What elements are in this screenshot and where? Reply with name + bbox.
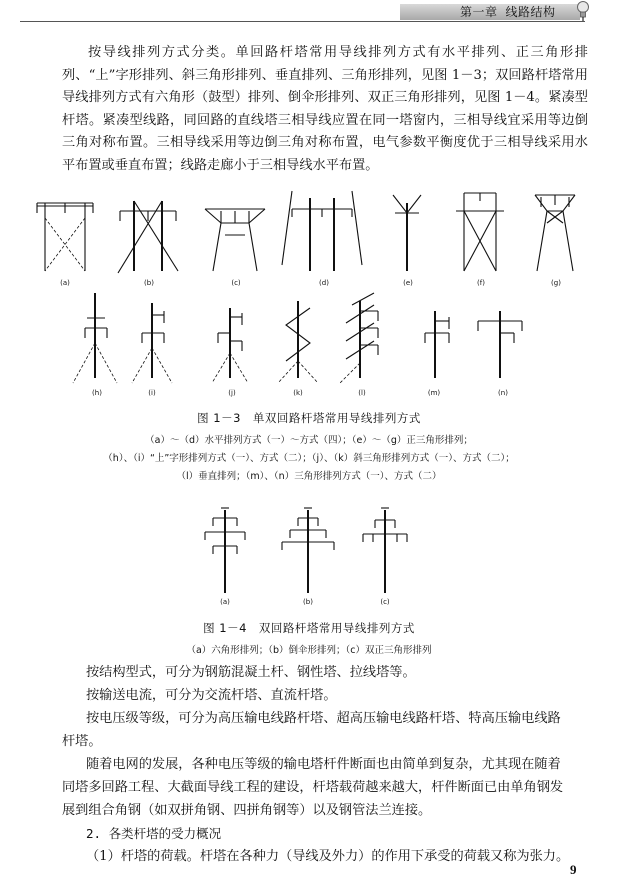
intro-paragraph: 按导线排列方式分类。单回路杆塔常用导线排列方式有水平排列、正三角形排列、“上”字形排列、斜三角形排列、垂直排列、三角形排列，见图 1－3；双回路杆塔常用导线排列方式有六角形（鼓型）排列、倒伞形排列、双正三角形排列，见图 1－4。紧凑型杆塔。紧凑型线路，同回路的直线塔三相导线应置在同一塔窗内，三相导线宜采用等边倒三角对称布置。三相导线采用等边倒三角对称布置，电气参数平衡度优于三相导线采用水平布置或垂直布置；线路走廊小于三相导线水平布置。	[62, 45, 588, 173]
body-line-development-1: 随着电网的发展，各种电压等级的输电塔杆件断面也由简单到复杂，尤其现在随着	[86, 757, 561, 772]
tower-i	[132, 303, 172, 383]
body-line-current: 按输送电流，可分为交流杆塔、直流杆塔。	[86, 688, 337, 703]
page-header	[0, 0, 618, 26]
figure-1-3-caption-line-3: （l）垂直排列；（m）、（n）三角形排列方式（一）、方式（二）	[176, 471, 442, 482]
figure-1-3-diagram	[30, 183, 590, 403]
tower-b	[118, 201, 178, 273]
fig1-label-a: (a)	[60, 279, 70, 287]
figure-1-3-title: 图 1－3 单双回路杆塔常用导线排列方式	[197, 411, 421, 425]
tower-h	[73, 293, 117, 383]
tower-f	[456, 193, 504, 271]
body-line-development-3: 展到组合角钢（如双拼角钢、四拼角钢等）以及钢管法兰连接。	[62, 803, 432, 818]
figure-1-3-caption-line-1: （a）～（d）水平排列方式（一）～方式（四）；（e）～（g）正三角形排列；	[145, 435, 473, 446]
tower-double-triangle	[363, 508, 407, 593]
lightbulb-icon	[576, 0, 590, 22]
fig1-label-f: (f)	[477, 279, 485, 287]
fig1-label-e: (e)	[403, 279, 413, 287]
figure-1-4-diagram	[190, 498, 430, 608]
tower-j	[212, 308, 248, 383]
tower-n	[478, 311, 522, 378]
fig1-label-b: (b)	[144, 279, 154, 287]
header-rule	[20, 21, 585, 22]
tower-c	[205, 209, 265, 271]
tower-a	[37, 203, 93, 271]
tower-g	[535, 195, 575, 271]
figure-1-4-caption: （a）六角形排列；（b）倒伞形排列；（c）双正三角形排列	[186, 645, 432, 656]
tower-m	[425, 311, 449, 378]
body-line-structure: 按结构型式，可分为钢筋混凝土杆、钢性塔、拉线塔等。	[86, 665, 416, 680]
tower-hexagon	[205, 508, 245, 593]
fig1-label-c: (c)	[231, 279, 241, 287]
figure-1-4-title: 图 1－4 双回路杆塔常用导线排列方式	[203, 621, 415, 635]
fig1-label-j: (j)	[228, 389, 236, 397]
tower-d	[282, 191, 362, 271]
fig1-label-l: (l)	[358, 389, 366, 397]
fig1-label-k: (k)	[293, 389, 303, 397]
fig1-label-g: (g)	[551, 279, 561, 287]
tower-e	[393, 195, 421, 271]
header-chapter: 第一章	[460, 5, 498, 19]
fig1-label-n: (n)	[498, 389, 508, 397]
page-number: 9	[570, 862, 577, 877]
figure-1-3-caption-line-2: （h）、（i）“上”字形排列方式（一）、方式（二）；（j）、（k）斜三角形排列方式（一）、方式（二）；	[103, 453, 515, 464]
fig1-label-m: (m)	[427, 389, 441, 397]
body-line-voltage: 按电压级等级，可分为高压输电线路杆塔、超高压输电线路杆塔、特高压输电线路	[86, 711, 561, 726]
fig2-label-c: (c)	[380, 598, 390, 606]
section-heading: 2. 各类杆塔的受力概况	[86, 826, 222, 841]
fig1-label-d: (d)	[319, 279, 329, 287]
tower-inverted-umbrella	[282, 508, 334, 593]
tower-k	[278, 301, 318, 383]
header-title	[452, 4, 556, 20]
fig1-label-i: (i)	[148, 389, 156, 397]
fig2-label-b: (b)	[303, 598, 313, 606]
body-line-load: （1）杆塔的荷载。杆塔在各种力（导线及外力）的作用下承受的荷载又称为张力。	[86, 849, 570, 864]
body-line-voltage-cont: 杆塔。	[62, 734, 102, 749]
fig1-label-h: (h)	[92, 389, 102, 397]
fig2-label-a: (a)	[220, 598, 230, 606]
body-line-development-2: 同塔多回路工程、大截面导线工程的建设，杆塔载荷越来越大，杆件断面已由单角钢发	[62, 780, 564, 795]
tower-l	[340, 293, 378, 383]
header-section: 线路结构	[505, 5, 556, 19]
